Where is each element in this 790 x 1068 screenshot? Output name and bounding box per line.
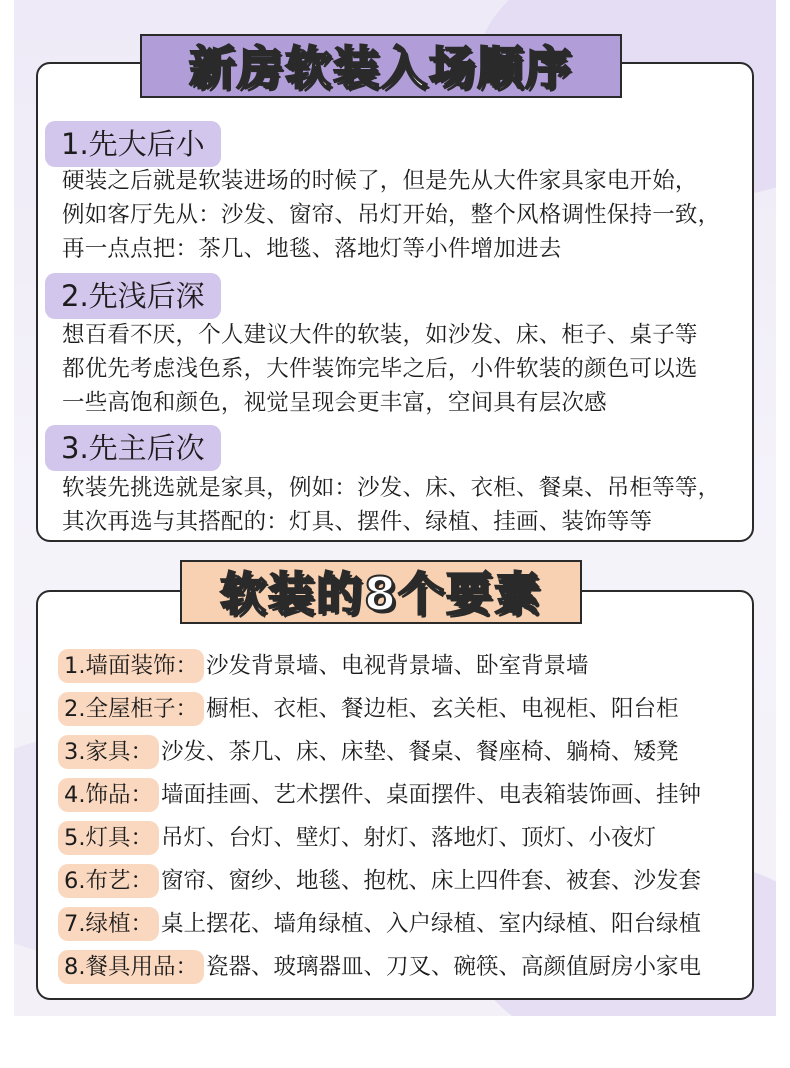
element-text: 窗帘、窗纱、地毯、抱枕、床上四件套、被套、沙发套 <box>160 868 701 894</box>
paragraph-line: 软装先挑选就是家具，例如：沙发、床、衣柜、餐桌、吊柜等等， <box>62 475 721 501</box>
paragraph-line: 都优先考虑浅色系，大件装饰完毕之后，小件软装的颜色可以选 <box>62 356 698 382</box>
paragraph-line: 硬装之后就是软装进场的时候了，但是先从大件家具家电开始， <box>62 168 698 194</box>
paragraph-line: 其次再选与其搭配的：灯具、摆件、绿植、挂画、装饰等等 <box>62 509 653 535</box>
step-heading-1: 1.先大后小 <box>45 121 221 167</box>
element-label: 2.全屋柜子： <box>58 692 204 726</box>
paragraph-line: 再一点点把：茶几、地毯、落地灯等小件增加进去 <box>62 236 562 262</box>
element-label: 8.餐具用品： <box>58 950 204 984</box>
element-row <box>58 907 701 941</box>
element-label: 1.墙面装饰： <box>58 649 204 683</box>
element-label: 7.绿植： <box>58 907 159 941</box>
element-row <box>58 950 701 984</box>
element-text: 瓷器、玻璃器皿、刀叉、碗筷、高颜值厨房小家电 <box>205 954 701 980</box>
element-row <box>58 864 701 898</box>
element-text: 吊灯、台灯、壁灯、射灯、落地灯、顶灯、小夜灯 <box>160 825 656 851</box>
element-row <box>58 692 678 726</box>
elements-title: 软装的8个要素 <box>180 560 582 624</box>
paragraph-line: 想百看不厌，个人建议大件的软装，如沙发、床、柜子、桌子等 <box>62 322 698 348</box>
element-row <box>58 735 678 769</box>
element-row <box>58 821 656 855</box>
element-row <box>58 778 701 812</box>
paragraph-line: 例如客厅先从：沙发、窗帘、吊灯开始，整个风格调性保持一致， <box>62 202 721 228</box>
element-text: 沙发、茶几、床、床垫、餐桌、餐座椅、躺椅、矮凳 <box>160 739 679 765</box>
order-title: 新房软装入场顺序 <box>140 34 622 98</box>
step-paragraph-2 <box>62 318 752 420</box>
step-heading-2: 2.先浅后深 <box>45 273 221 319</box>
element-label: 3.家具： <box>58 735 159 769</box>
step-heading-3: 3.先主后次 <box>45 425 221 471</box>
element-text: 橱柜、衣柜、餐边柜、玄关柜、电视柜、阳台柜 <box>205 696 679 722</box>
element-row <box>58 649 588 683</box>
element-text: 桌上摆花、墙角绿植、入户绿植、室内绿植、阳台绿植 <box>160 911 701 937</box>
paragraph-line: 一些高饱和颜色，视觉呈现会更丰富，空间具有层次感 <box>62 390 607 416</box>
element-label: 4.饰品： <box>58 778 159 812</box>
step-paragraph-1 <box>62 164 752 266</box>
element-label: 5.灯具： <box>58 821 159 855</box>
element-label: 6.布艺： <box>58 864 159 898</box>
element-text: 墙面挂画、艺术摆件、桌面摆件、电表箱装饰画、挂钟 <box>160 782 701 808</box>
step-paragraph-3 <box>62 471 752 539</box>
element-text: 沙发背景墙、电视背景墙、卧室背景墙 <box>205 653 589 679</box>
